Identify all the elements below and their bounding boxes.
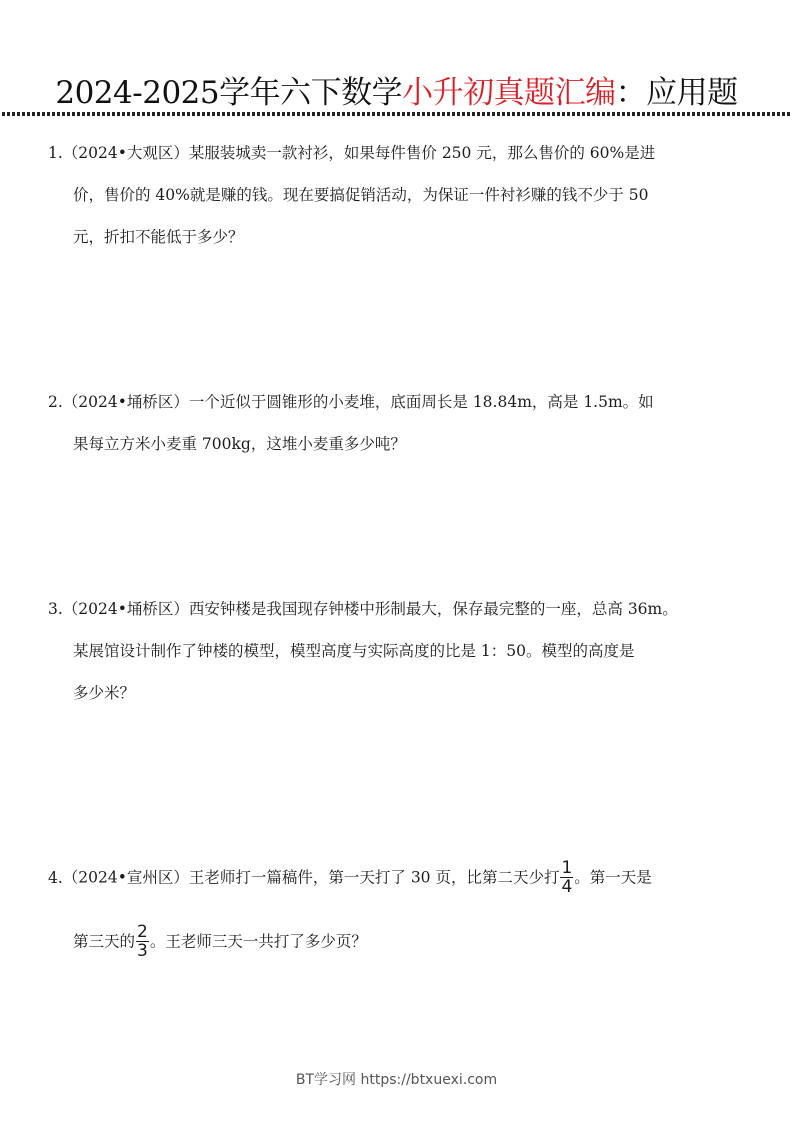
fraction-two-thirds	[136, 923, 149, 960]
question-text: （2024•埇桥区）西安钟楼是我国现存钟楼中形制最大，保存最完整的一座，总高 36m。	[62, 600, 678, 618]
fraction-denominator: 4	[561, 877, 573, 897]
question-1-line-1	[48, 142, 655, 164]
question-number: 4.	[48, 868, 63, 887]
question-number: 1.	[48, 144, 63, 162]
fraction-one-quarter	[560, 859, 573, 896]
question-text: 。王老师三天一共打了多少页？	[149, 932, 367, 951]
question-4-line-2	[73, 922, 367, 961]
fraction-numerator: 2	[137, 922, 148, 942]
page-title	[0, 71, 793, 115]
question-text: （2024•宣州区）王老师打一篇稿件，第一天打了 30 页，比第二天少打	[62, 868, 560, 887]
question-text: （2024•埇桥区）一个近似于圆锥形的小麦堆，底面周长是 18.84m，高是 1.5m。如	[62, 393, 654, 411]
title-suffix: ：应用题	[615, 74, 738, 111]
question-3-line-3: 多少米？	[73, 684, 136, 702]
question-3-line-2: 某展馆设计制作了钟楼的模型，模型高度与实际高度的比是 1：50。模型的高度是	[73, 642, 635, 660]
question-text: 第三天的	[73, 932, 136, 951]
question-text: （2024•大观区）某服装城卖一款衬衫，如果每件售价 250 元，那么售价的 60%是进	[62, 144, 656, 162]
fraction-denominator: 3	[137, 941, 148, 961]
question-1-line-3: 元，折扣不能低于多少？	[73, 228, 244, 246]
question-1-line-2: 价，售价的 40%就是赚的钱。现在要搞促销活动，为保证一件衬衫赚的钱不少于 50	[73, 186, 649, 204]
footer-watermark: BT学习网 https://btxuexi.com	[295, 1072, 498, 1088]
title-highlight: 小升初真题汇编	[402, 74, 616, 111]
question-number: 3.	[48, 600, 63, 618]
question-text: 。第一天是	[574, 868, 652, 887]
question-4-line-1	[48, 858, 652, 897]
title-prefix: 2024-2025学年六下数学	[55, 74, 403, 111]
question-3-line-1	[48, 598, 678, 620]
question-number: 2.	[48, 393, 63, 411]
question-2-line-1	[48, 391, 654, 413]
fraction-numerator: 1	[561, 858, 573, 878]
question-2-line-2: 果每立方米小麦重 700kg，这堆小麦重多少吨？	[73, 435, 406, 453]
dotted-divider	[2, 112, 791, 116]
